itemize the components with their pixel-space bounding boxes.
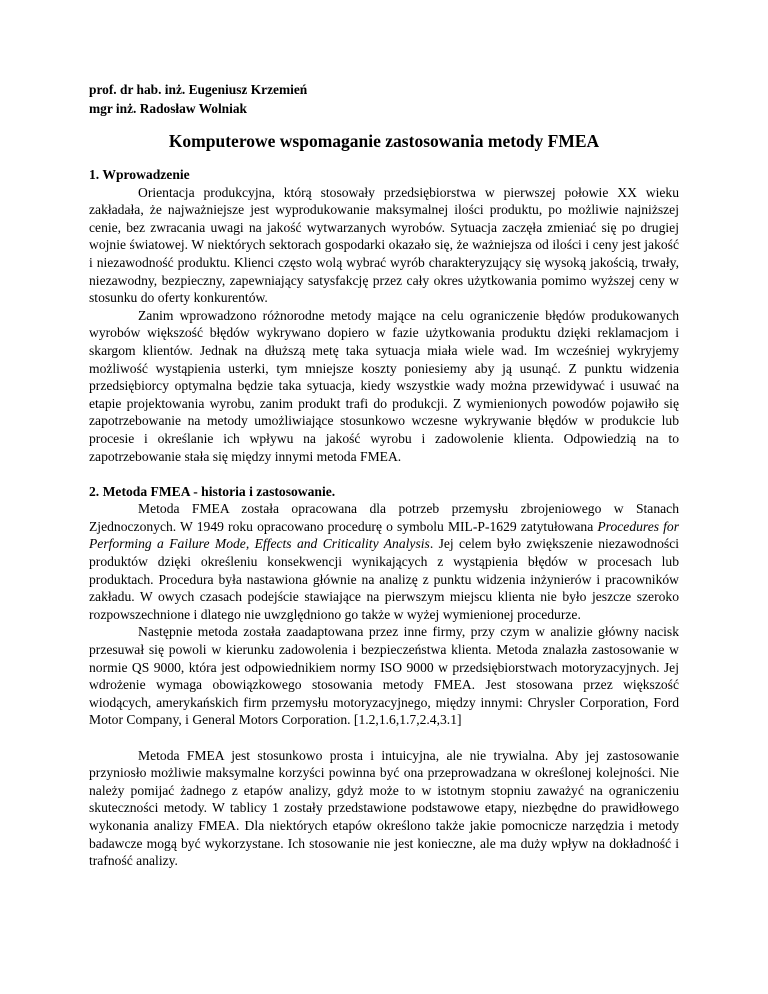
document-title: Komputerowe wspomaganie zastosowania metody FMEA [168,131,600,151]
authors-block [89,80,307,118]
section-1-paragraph-2: Zanim wprowadzono różnorodne metody mające na celu ograniczenie błędów produkowanych wyrobów większość błędów wykrywano dopiero w fazie użytkowania produktu dzięki reklamacjom i skargom klientów. Jednak na dłuższą metę taka sytuacja miała wiele wad. Im wcześniej wykryjemy możliwość wystąpienia usterki, tym mniejsze koszty poniesiemy aby ją usunąć. Z punktu widzenia przedsiębiorcy optymalna będzie taka sytuacja, kiedy wszystkie wady można przewidywać i usuwać na etapie projektowania wyrobu, zanim produkt trafi do produkcji. Z wymienionych powodów pojawiło się zapotrzebowanie na metody umożliwiające stosunkowo wczesne wykrywanie błędów w produkcie lub procesie i określanie ich wpływu na jakość wyrobu i zadowolenie klienta. Odpowiedzią na to zapotrzebowanie stała się między innymi metoda FMEA. [89,307,679,464]
spacer [89,729,679,747]
author-2: mgr inż. Radosław Wolniak [89,101,247,116]
section-2-paragraph-3: Metoda FMEA jest stosunkowo prosta i intuicyjna, ale nie trywialna. Aby jej zastosowanie przyniosło możliwie maksymalne korzyści powinna być ona przeprowadzana w określonej kolejności. Nie należy pomijać żadnego z etapów analizy, gdyż może to w istotnym stopniu zaważyć na ograniczeniu skuteczności metody. W tablicy 1 zostały przedstawione podstawowe etapy, niezbędne do prawidłowego wykonania analizy FMEA. Dla niektórych etapów określono także jakie pomocnicze narzędzia i metody badawcze mogą być wykorzystane. Ich stosowanie nie jest konieczne, ale ma duży wpływ na dokładność i trafność analizy. [89,747,679,869]
paragraph-text: Metoda FMEA została opracowana dla potrzeb przemysłu zbrojeniowego w Stanach Zjednoczonych. W 1949 roku opracowano procedurę o symbolu MIL-P-1629 zatytułowana [89,501,679,534]
document-body [89,166,679,870]
section-1-heading: 1. Wprowadzenie [89,167,190,182]
section-2-paragraph-2: Następnie metoda została zaadaptowana przez inne firmy, przy czym w analizie główny nacisk przesuwał się powoli w kierunku zadowolenia i bezpieczeństwa klienta. Metoda znalazła zastosowanie w normie QS 9000, która jest odpowiednikiem normy ISO 9000 w przedsiębiorstwach motoryzacyjnych. Jej wdrożenie wymaga obowiązkowego stosowania metody FMEA. Jest stosowana przez większość wiodących, amerykańskich firm przemysłu motoryzacyjnego, między innymi: Chrysler Corporation, Ford Motor Company, i General Motors Corporation. [1.2,1.6,1.7,2.4,3.1] [89,624,679,728]
spacer [89,465,679,483]
paragraph-text: . Jej celem było zwiększenie niezawodności produktów dzięki określeniu konsekwencji wynikających z wystąpienia błędów w procesach lub produktach. Procedura była nastawiona głównie na analizę z punktu widzenia inżynierów i pracowników zakładu. W owych czasach podejście stawiające na pierwszym miejscu klienta nie było jeszcze szeroko rozpowszechnione i dlatego nie uwzględniono go także w wyżej wymienionej procedurze. [89,536,680,622]
section-1-paragraph-1: Orientacja produkcyjna, którą stosowały przedsiębiorstwa w pierwszej połowie XX wieku zakładała, że najważniejsze jest wyprodukowanie maksymalnej ilości produktu, po możliwie najniższej cenie, bez zwracania uwagi na jakość wytwarzanych wyrobów. Sytuacja zaczęła zmieniać się po drugiej wojnie światowej. W niektórych sektorach gospodarki okazało się, że ważniejsza od ilości i ceny jest jakość i niezawodność produktu. Klienci często wolą wybrać wyrób charakteryzujący się wysoką jakością, trwały, niezawodny, bezpieczny, zapewniający satysfakcję przez cały okres użytkowania pomimo wyższej ceny w stosunku do oferty konkurentów. [89,184,679,306]
author-1: prof. dr hab. inż. Eugeniusz Krzemień [89,82,308,97]
section-2-heading: 2. Metoda FMEA - historia i zastosowanie. [89,483,336,499]
section-2-paragraph-1 [89,500,679,623]
procedure-title: Procedures for Performing a Failure Mode, Effects and Criticality Analysis [89,518,680,552]
